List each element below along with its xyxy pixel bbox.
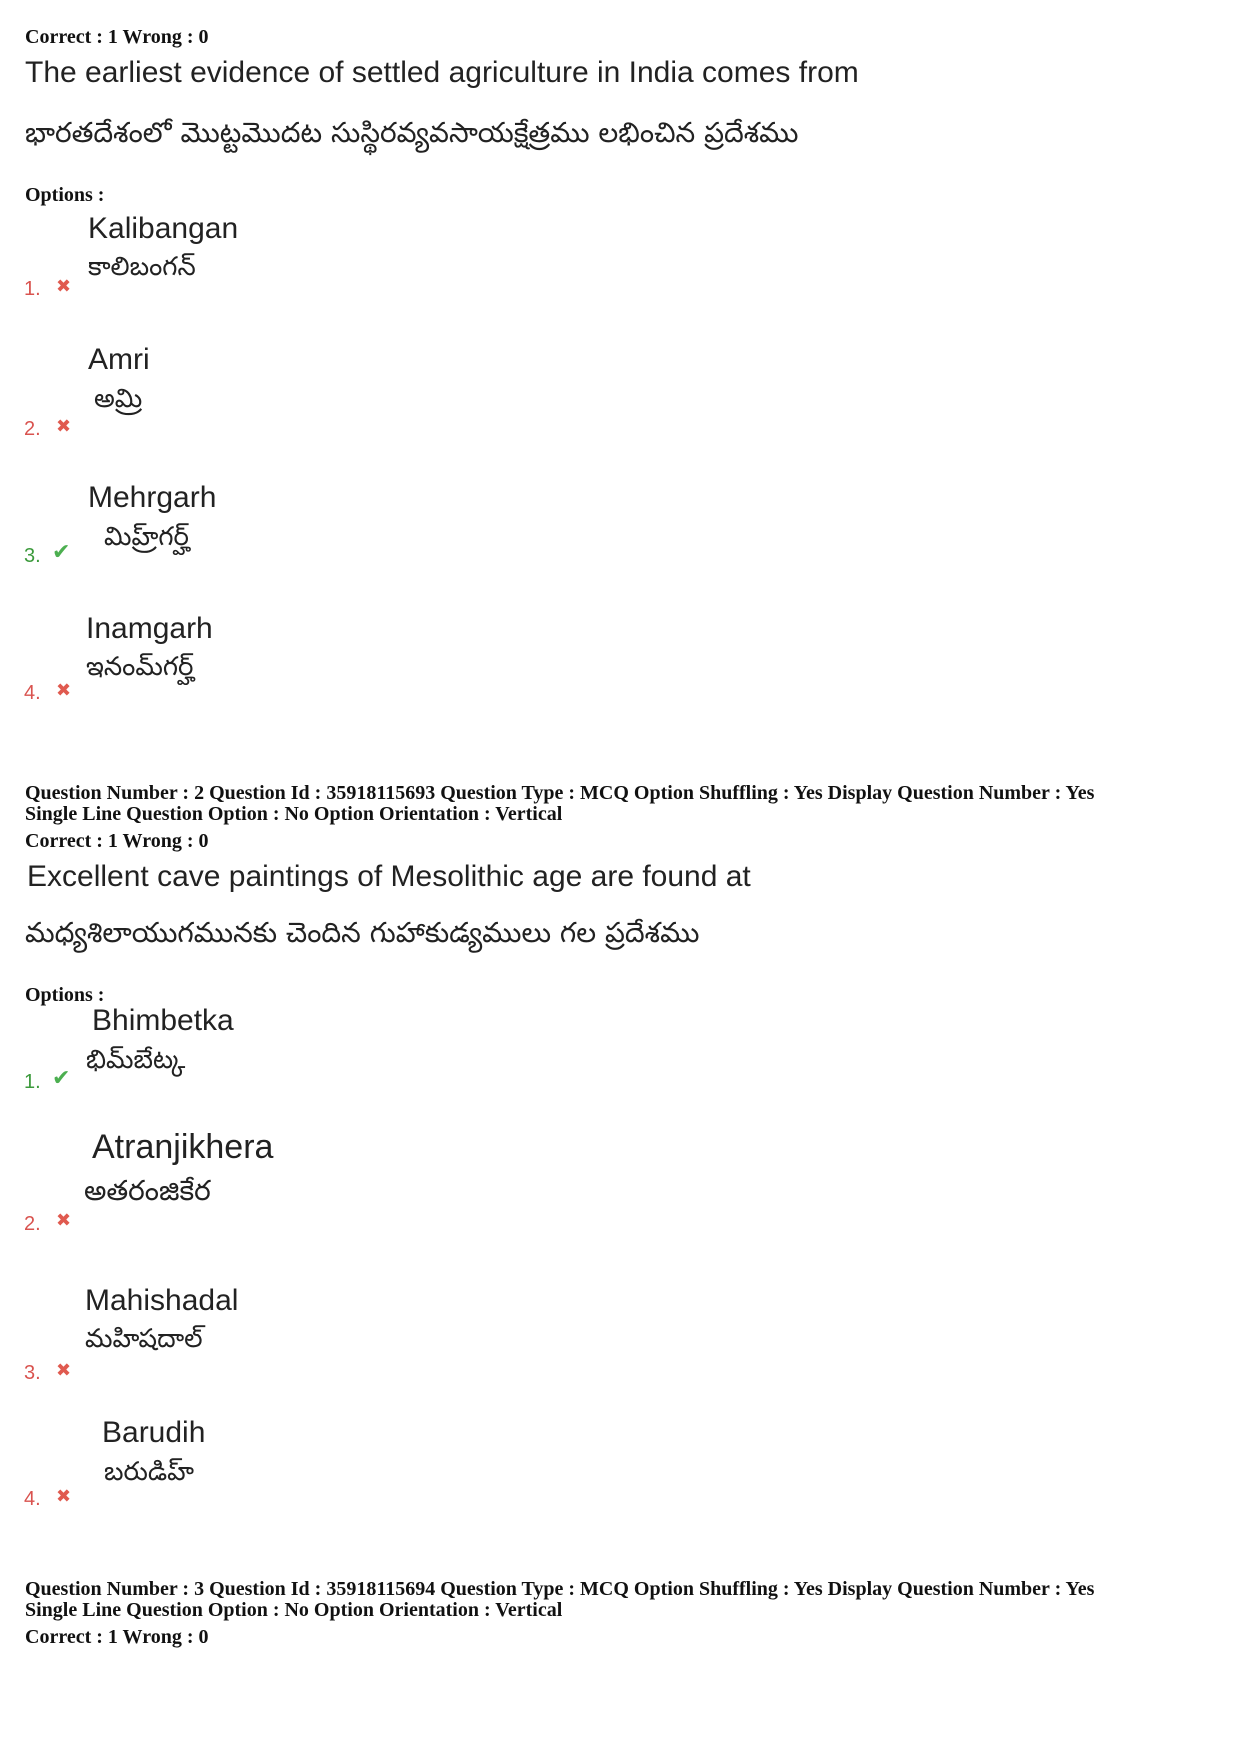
check-mark-icon: ✔: [52, 540, 71, 565]
q2-question-english: Excellent cave paintings of Mesolithic age are found at: [27, 860, 751, 893]
option-number: 1.: [24, 1071, 41, 1093]
q2-question-telugu: మధ్యశిలాయుగమునకు చెందిన గుహాకుడ్యములు గల ప్రదేశము: [25, 916, 700, 949]
option-text-telugu: అతరంజికేర: [84, 1174, 211, 1207]
option-text-english: Mahishadal: [85, 1284, 239, 1317]
option-text-telugu: మహిషదాల్: [85, 1324, 203, 1354]
wrong-mark-icon: ✖: [56, 680, 72, 701]
option-number: 4.: [24, 1488, 41, 1510]
option-text-telugu: ఇనంమ్‌గర్హ్: [86, 652, 194, 682]
q1-stats: Correct : 1 Wrong : 0: [25, 26, 209, 48]
option-number: 3.: [24, 545, 41, 567]
option-text-telugu: అమ్రి: [94, 384, 143, 414]
q3-stats: Correct : 1 Wrong : 0: [25, 1626, 209, 1648]
option-text-english: Kalibangan: [88, 212, 239, 245]
option-number: 2.: [24, 418, 41, 440]
option-number: 2.: [24, 1213, 41, 1235]
option-number: 4.: [24, 682, 41, 704]
option-text-telugu: మిహ్ర్‌గర్హ్: [104, 522, 189, 552]
wrong-mark-icon: ✖: [56, 1210, 72, 1231]
q3-meta-line-1: Question Number : 3 Question Id : 35918115694 Question Type : MCQ Option Shuffling : Yes Display Question Number : Yes: [25, 1578, 1095, 1600]
option-text-english: Atranjikhera: [92, 1128, 274, 1166]
option-text-telugu: భిమ్‌బేట్క: [86, 1045, 186, 1075]
q2-options-label: Options :: [25, 984, 105, 1006]
option-text-english: Inamgarh: [86, 612, 213, 645]
q3-meta-line-2: Single Line Question Option : No Option Orientation : Vertical: [25, 1599, 563, 1621]
check-mark-icon: ✔: [52, 1066, 71, 1091]
option-text-english: Bhimbetka: [92, 1004, 234, 1037]
option-text-english: Mehrgarh: [88, 481, 217, 514]
wrong-mark-icon: ✖: [56, 1486, 72, 1507]
q2-stats: Correct : 1 Wrong : 0: [25, 830, 209, 852]
q2-meta-line-2: Single Line Question Option : No Option Orientation : Vertical: [25, 803, 563, 825]
wrong-mark-icon: ✖: [56, 416, 72, 437]
wrong-mark-icon: ✖: [56, 276, 72, 297]
option-text-telugu: బరుడిహ్: [104, 1457, 195, 1487]
option-text-telugu: కాలిబంగన్: [88, 252, 196, 282]
wrong-mark-icon: ✖: [56, 1360, 72, 1381]
q1-question-english: The earliest evidence of settled agriculture in India comes from: [25, 56, 859, 89]
option-number: 1.: [24, 278, 41, 300]
option-text-english: Amri: [88, 343, 150, 376]
q1-question-telugu: భారతదేశంలో మొట్టమొదట సుస్థిరవ్యవసాయక్షేత్రము లభించిన ప్రదేశము: [25, 116, 799, 149]
q1-options-label: Options :: [25, 184, 105, 206]
option-number: 3.: [24, 1362, 41, 1384]
option-text-english: Barudih: [102, 1416, 206, 1449]
q2-meta-line-1: Question Number : 2 Question Id : 35918115693 Question Type : MCQ Option Shuffling : Yes Display Question Number : Yes: [25, 782, 1095, 804]
